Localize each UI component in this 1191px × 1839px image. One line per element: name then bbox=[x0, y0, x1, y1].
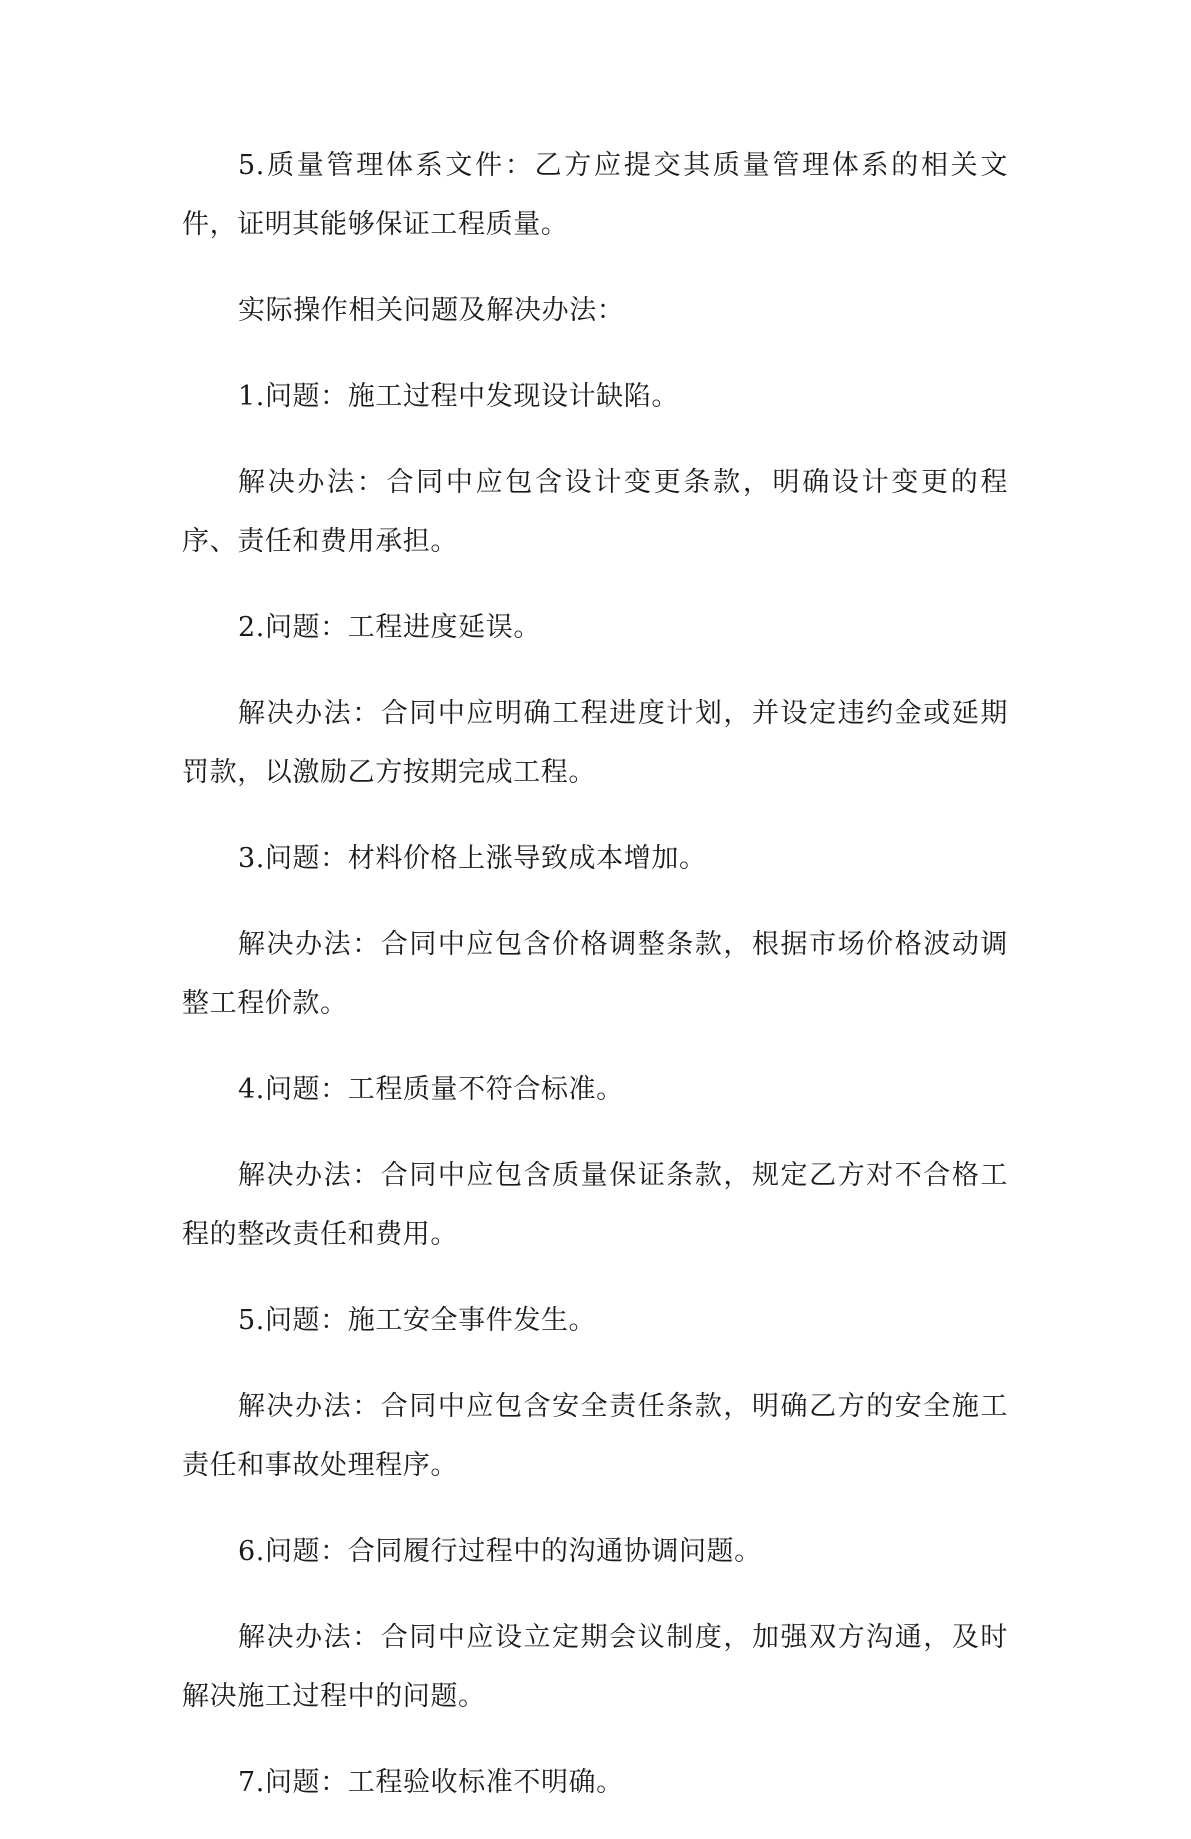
issue-2: 2.问题：工程进度延误。 bbox=[238, 612, 541, 643]
solution-2: 解决办法：合同中应明确工程进度计划，并设定违约金或延期罚款，以激励乙方按期完成工程。 bbox=[182, 698, 1008, 788]
solution-1: 解决办法：合同中应包含设计变更条款，明确设计变更的程序、责任和费用承担。 bbox=[182, 467, 1008, 557]
issue-3: 3.问题：材料价格上涨导致成本增加。 bbox=[238, 843, 707, 874]
solution-5: 解决办法：合同中应包含安全责任条款，明确乙方的安全施工责任和事故处理程序。 bbox=[182, 1391, 1008, 1481]
issue-5: 5.问题：施工安全事件发生。 bbox=[238, 1305, 597, 1336]
solution-3: 解决办法：合同中应包含价格调整条款，根据市场价格波动调整工程价款。 bbox=[182, 929, 1008, 1019]
issue-6: 6.问题：合同履行过程中的沟通协调问题。 bbox=[238, 1536, 762, 1567]
solution-4: 解决办法：合同中应包含质量保证条款，规定乙方对不合格工程的整改责任和费用。 bbox=[182, 1160, 1008, 1250]
issue-1: 1.问题：施工过程中发现设计缺陷。 bbox=[238, 381, 679, 412]
section-heading-practical-issues: 实际操作相关问题及解决办法： bbox=[238, 295, 625, 326]
paragraph-quality-docs: 5.质量管理体系文件：乙方应提交其质量管理体系的相关文件，证明其能够保证工程质量。 bbox=[182, 150, 1008, 240]
issue-4: 4.问题：工程质量不符合标准。 bbox=[238, 1074, 624, 1105]
solution-6: 解决办法：合同中应设立定期会议制度，加强双方沟通，及时解决施工过程中的问题。 bbox=[182, 1622, 1008, 1712]
document-body bbox=[182, 136, 1008, 1839]
issue-7: 7.问题：工程验收标准不明确。 bbox=[238, 1767, 624, 1798]
